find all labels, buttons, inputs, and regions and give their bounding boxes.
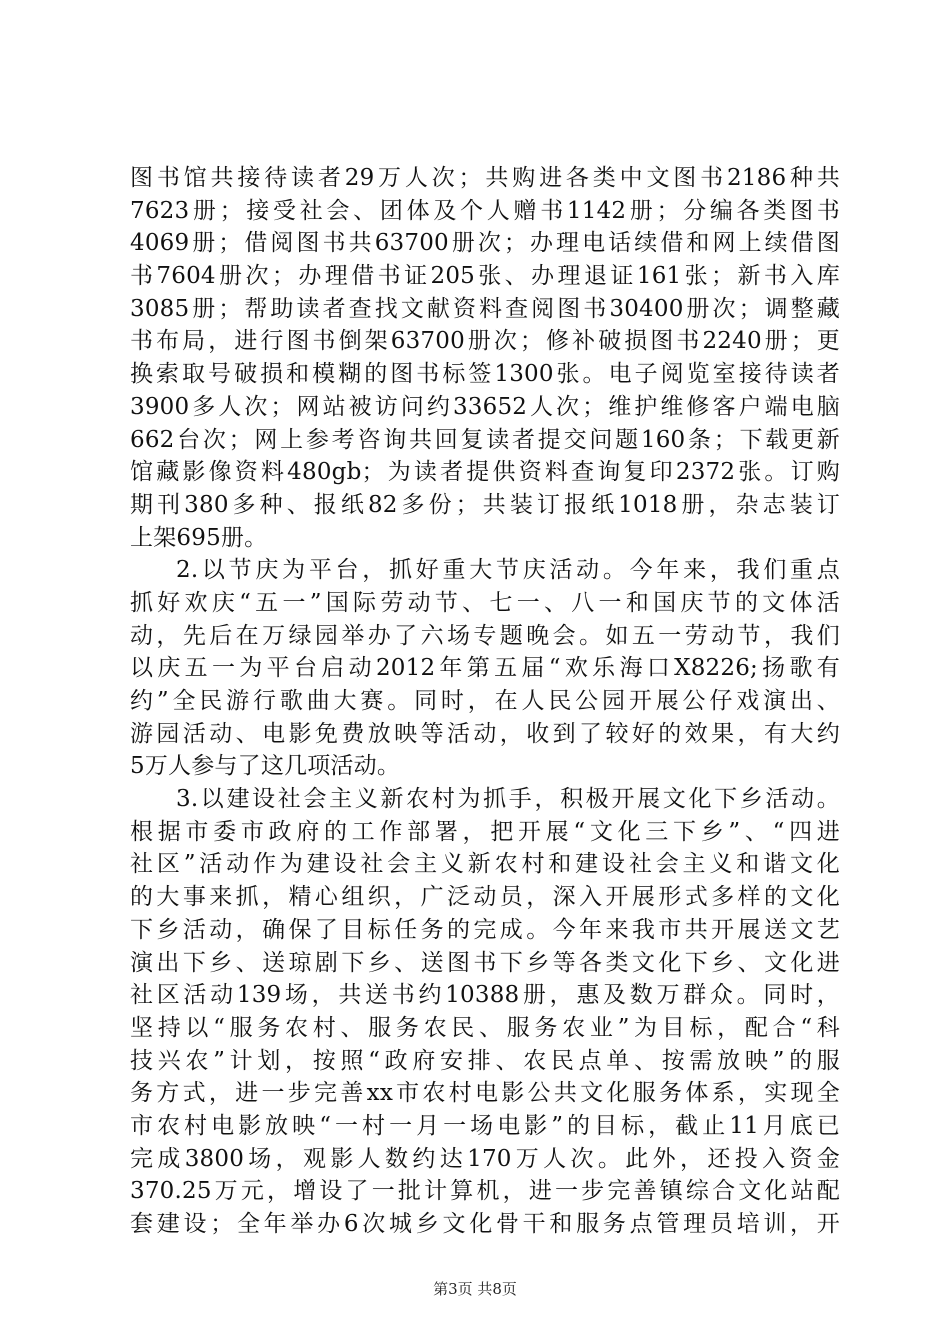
text-line: 套建设；全年举办6次城乡文化骨干和服务点管理员培训，开 [130, 1211, 840, 1237]
text-line: 4069册；借阅图书共63700册次；办理电话续借和网上续借图 [130, 230, 840, 257]
text-line: 换索取号破损和模糊的图书标签1300张。电子阅览室接待读者 [130, 361, 840, 388]
text-line: 务方式，进一步完善xx市农村电影公共文化服务体系，实现全 [130, 1080, 840, 1107]
text-line: 约”全民游行歌曲大赛。同时，在人民公园开展公仔戏演出、 [130, 688, 840, 714]
text-line: 根据市委市政府的工作部署，把开展“文化三下乡”、“四进 [130, 818, 840, 845]
text-line: 书7604册次；办理借书证205张、办理退证161张；新书入库 [130, 263, 840, 290]
text-line: 下乡活动，确保了目标任务的完成。今年来我市共开展送文艺 [130, 916, 840, 943]
text-line: 演出下乡、送琼剧下乡、送图书下乡等各类文化下乡、文化进 [130, 949, 840, 976]
text-line: 图书馆共接待读者29万人次；共购进各类中文图书2186种共 [130, 165, 840, 191]
text-line: 662台次；网上参考咨询共回复读者提交问题160条；下载更新 [130, 426, 840, 453]
text-line: 技兴农”计划，按照“政府安排、农民点单、按需放映”的服 [130, 1047, 840, 1074]
text-line: 的大事来抓，精心组织，广泛动员，深入开展形式多样的文化 [130, 884, 840, 911]
page-number-footer: 第3页 共8页 [433, 1280, 517, 1298]
paragraph-end-line: 5万人参与了这几项活动。 [130, 753, 401, 780]
text-line: 3085册；帮助读者查找文献资料查阅图书30400册次；调整藏 [130, 295, 840, 322]
document-body [130, 162, 840, 1241]
text-line: 社区”活动作为建设社会主义新农村和建设社会主义和谐文化 [130, 851, 840, 878]
text-line: 社区活动139场，共送书约10388册，惠及数万群众。同时， [130, 982, 840, 1009]
text-line: 坚持以“服务农村、服务农民、服务农业”为目标，配合“科 [130, 1014, 840, 1041]
text-line: 书布局，进行图书倒架63700册次；修补破损图书2240册；更 [130, 328, 840, 355]
text-line: 动，先后在万绿园举办了六场专题晚会。如五一劳动节，我们 [130, 622, 840, 649]
text-line: 370.25万元，增设了一批计算机，进一步完善镇综合文化站配 [130, 1178, 840, 1205]
text-line: 以庆五一为平台启动2012年第五届“欢乐海口X8226;扬歌有 [130, 655, 840, 682]
text-line: 抓好欢庆“五一”国际劳动节、七一、八一和国庆节的文体活 [130, 589, 840, 616]
text-line: 期刊380多种、报纸82多份；共装订报纸1018册，杂志装订 [130, 491, 840, 518]
text-line: 游园活动、电影免费放映等活动，收到了较好的效果，有大约 [130, 720, 840, 747]
text-line: 3900多人次；网站被访问约33652人次；维护维修客户端电脑 [130, 393, 840, 420]
text-line: 馆藏影像资料480gb；为读者提供资料查询复印2372张。订购 [130, 459, 840, 486]
paragraph-first-line: 3.以建设社会主义新农村为抓手，积极开展文化下乡活动。 [176, 786, 840, 813]
text-line: 7623册；接受社会、团体及个人赠书1142册；分编各类图书 [130, 197, 840, 224]
paragraph-end-line: 上架695册。 [130, 524, 268, 551]
paragraph-first-line: 2.以节庆为平台，抓好重大节庆活动。今年来，我们重点 [176, 557, 840, 584]
text-line: 市农村电影放映“一村一月一场电影”的目标，截止11月底已 [130, 1112, 840, 1139]
text-line: 完成3800场，观影人数约达170万人次。此外，还投入资金 [130, 1145, 840, 1172]
